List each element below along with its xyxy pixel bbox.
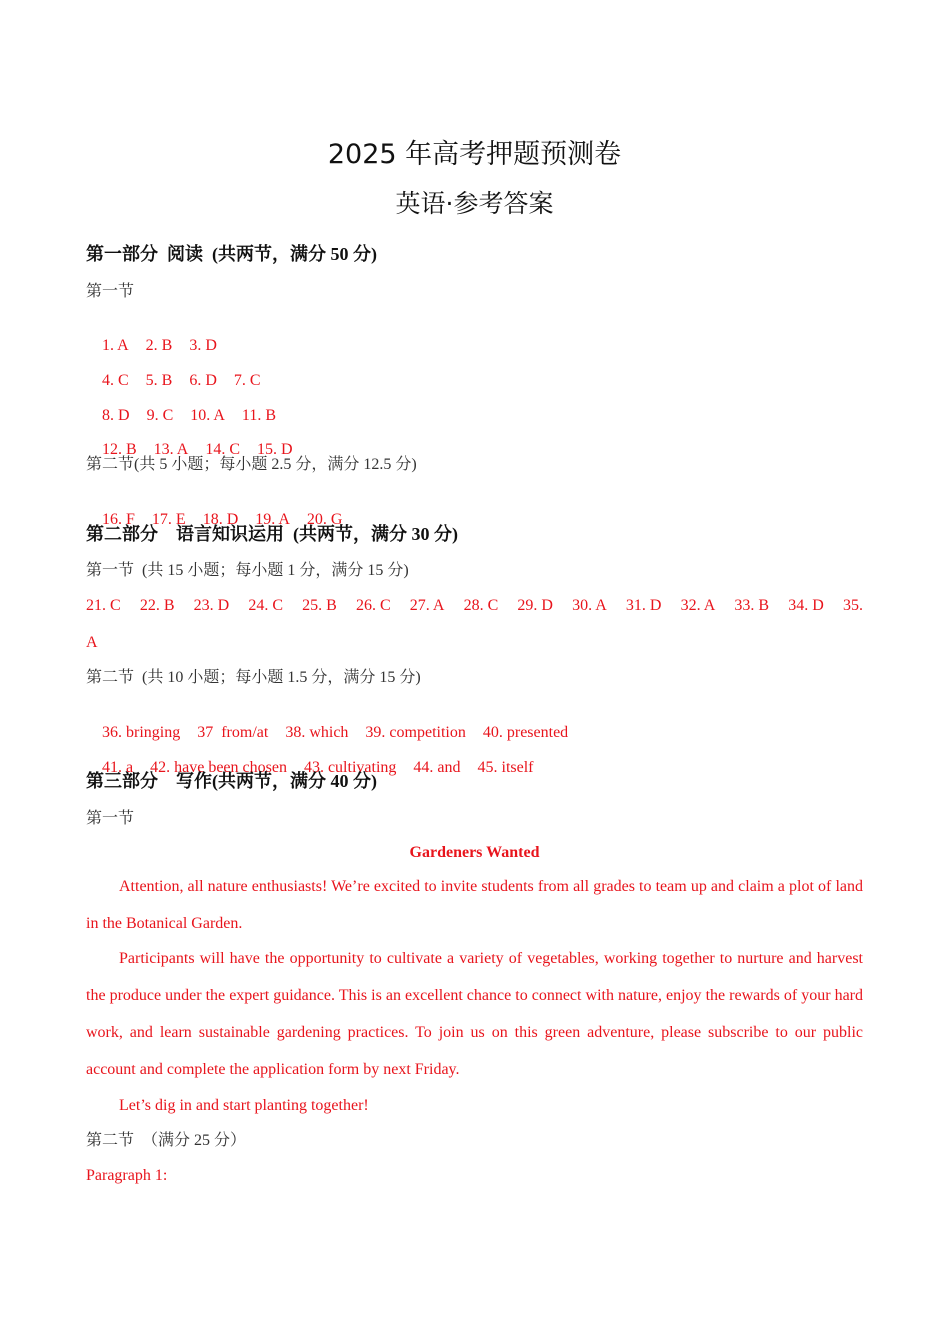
answer-item: 31. D [625, 597, 662, 614]
answer-item: 29. D [517, 597, 553, 614]
answer-item: 26. C [355, 597, 391, 614]
part3-heading: 第三部分 写作(共两节，满分 40 分) [86, 771, 377, 791]
answer-item: 6. D [189, 372, 217, 389]
part3-section2-label: 第二节 （满分 25 分） [86, 1132, 247, 1149]
answer-item: 8. D [102, 407, 130, 424]
part3-section1-label: 第一节 [86, 810, 135, 827]
answer-item: 37 from/at [197, 724, 269, 741]
answer-item: 40. presented [482, 724, 569, 741]
answer-item: 33. B [734, 597, 770, 614]
essay-paragraph: Let’s dig in and start planting together! [119, 1097, 369, 1114]
answer-row-wrap: A [86, 634, 98, 651]
answer-item: 24. C [248, 597, 283, 614]
answer-item: 34. D [788, 597, 824, 614]
answer-item: 17. E [151, 511, 186, 528]
answer-item: 23. D [193, 597, 230, 614]
answer-item: 20. G [306, 511, 343, 528]
answer-item: 2. B [145, 337, 173, 354]
paragraph1-label: Paragraph 1: [86, 1167, 168, 1184]
answer-item: 38. which [285, 724, 349, 741]
part2-section2-label: 第二节 (共 10 小题；每小题 1.5 分，满分 15 分) [86, 669, 421, 686]
answer-item: 14. C [205, 441, 241, 458]
answer-item: 39. competition [365, 724, 466, 741]
part1-section1-label: 第一节 [86, 283, 135, 300]
answer-item: 19. A [255, 511, 290, 528]
answer-item: 15. D [257, 441, 293, 458]
answer-item: 18. D [202, 511, 239, 528]
answer-item: 22. B [139, 597, 175, 614]
answer-item: 5. B [145, 372, 173, 389]
part2-section1-label: 第一节 (共 15 小题；每小题 1 分，满分 15 分) [86, 562, 409, 579]
essay-paragraph: Attention, all nature enthusiasts! We’re excited to invite students from all grades to team up and claim a plot of land in the Botanical Garden. [86, 878, 863, 932]
answer-item: 42. have been chosen [150, 759, 287, 776]
answer-item: 45. itself [477, 759, 534, 776]
answer-item: 36. bringing [102, 724, 181, 741]
answer-item: 1. A [102, 337, 129, 354]
answer-item: 27. A [409, 597, 445, 614]
answer-item: 30. A [572, 597, 607, 614]
answer-item: 35. [842, 597, 863, 614]
answer-item: 44. and [413, 759, 461, 776]
answer-item: 11. B [241, 407, 276, 424]
essay-title: Gardeners Wanted [409, 844, 540, 861]
answer-item: 3. D [189, 337, 217, 354]
answer-item: 13. A [153, 441, 189, 458]
answer-item: 32. A [680, 597, 716, 614]
answer-item: 10. A [190, 407, 225, 424]
answer-item: 16. F [102, 511, 135, 528]
answer-row [86, 596, 863, 616]
document-subtitle: 英语·参考答案 [395, 189, 554, 218]
answer-item: 12. B [102, 441, 137, 458]
answer-item: 41. a [102, 759, 134, 776]
answer-item: 9. C [146, 407, 174, 424]
answer-item: 28. C [463, 597, 499, 614]
part1-heading: 第一部分 阅读 (共两节，满分 50 分) [86, 244, 377, 264]
answer-item: 43. cultivating [303, 759, 397, 776]
answer-item: 25. B [302, 597, 337, 614]
part1-section2-label: 第二节(共 5 小题；每小题 2.5 分，满分 12.5 分) [86, 456, 417, 473]
answer-item: 4. C [102, 372, 129, 389]
essay-paragraph: Participants will have the opportunity to cultivate a variety of vegetables, working together to nurture and harvest the produce under the expert guidance. This is an excellent chance to connect with nature, enjoy the rewards of your hard work, and learn sustainable gardening practices. To join us on this green adventure, please subscribe to our public account and complete the application form by next Friday. [86, 950, 863, 1078]
answer-item: 7. C [233, 372, 261, 389]
answer-item: 21. C [86, 597, 121, 614]
document-title: 2025 年高考押题预测卷 [327, 139, 622, 170]
part2-heading: 第二部分 语言知识运用 (共两节，满分 30 分) [86, 524, 458, 544]
